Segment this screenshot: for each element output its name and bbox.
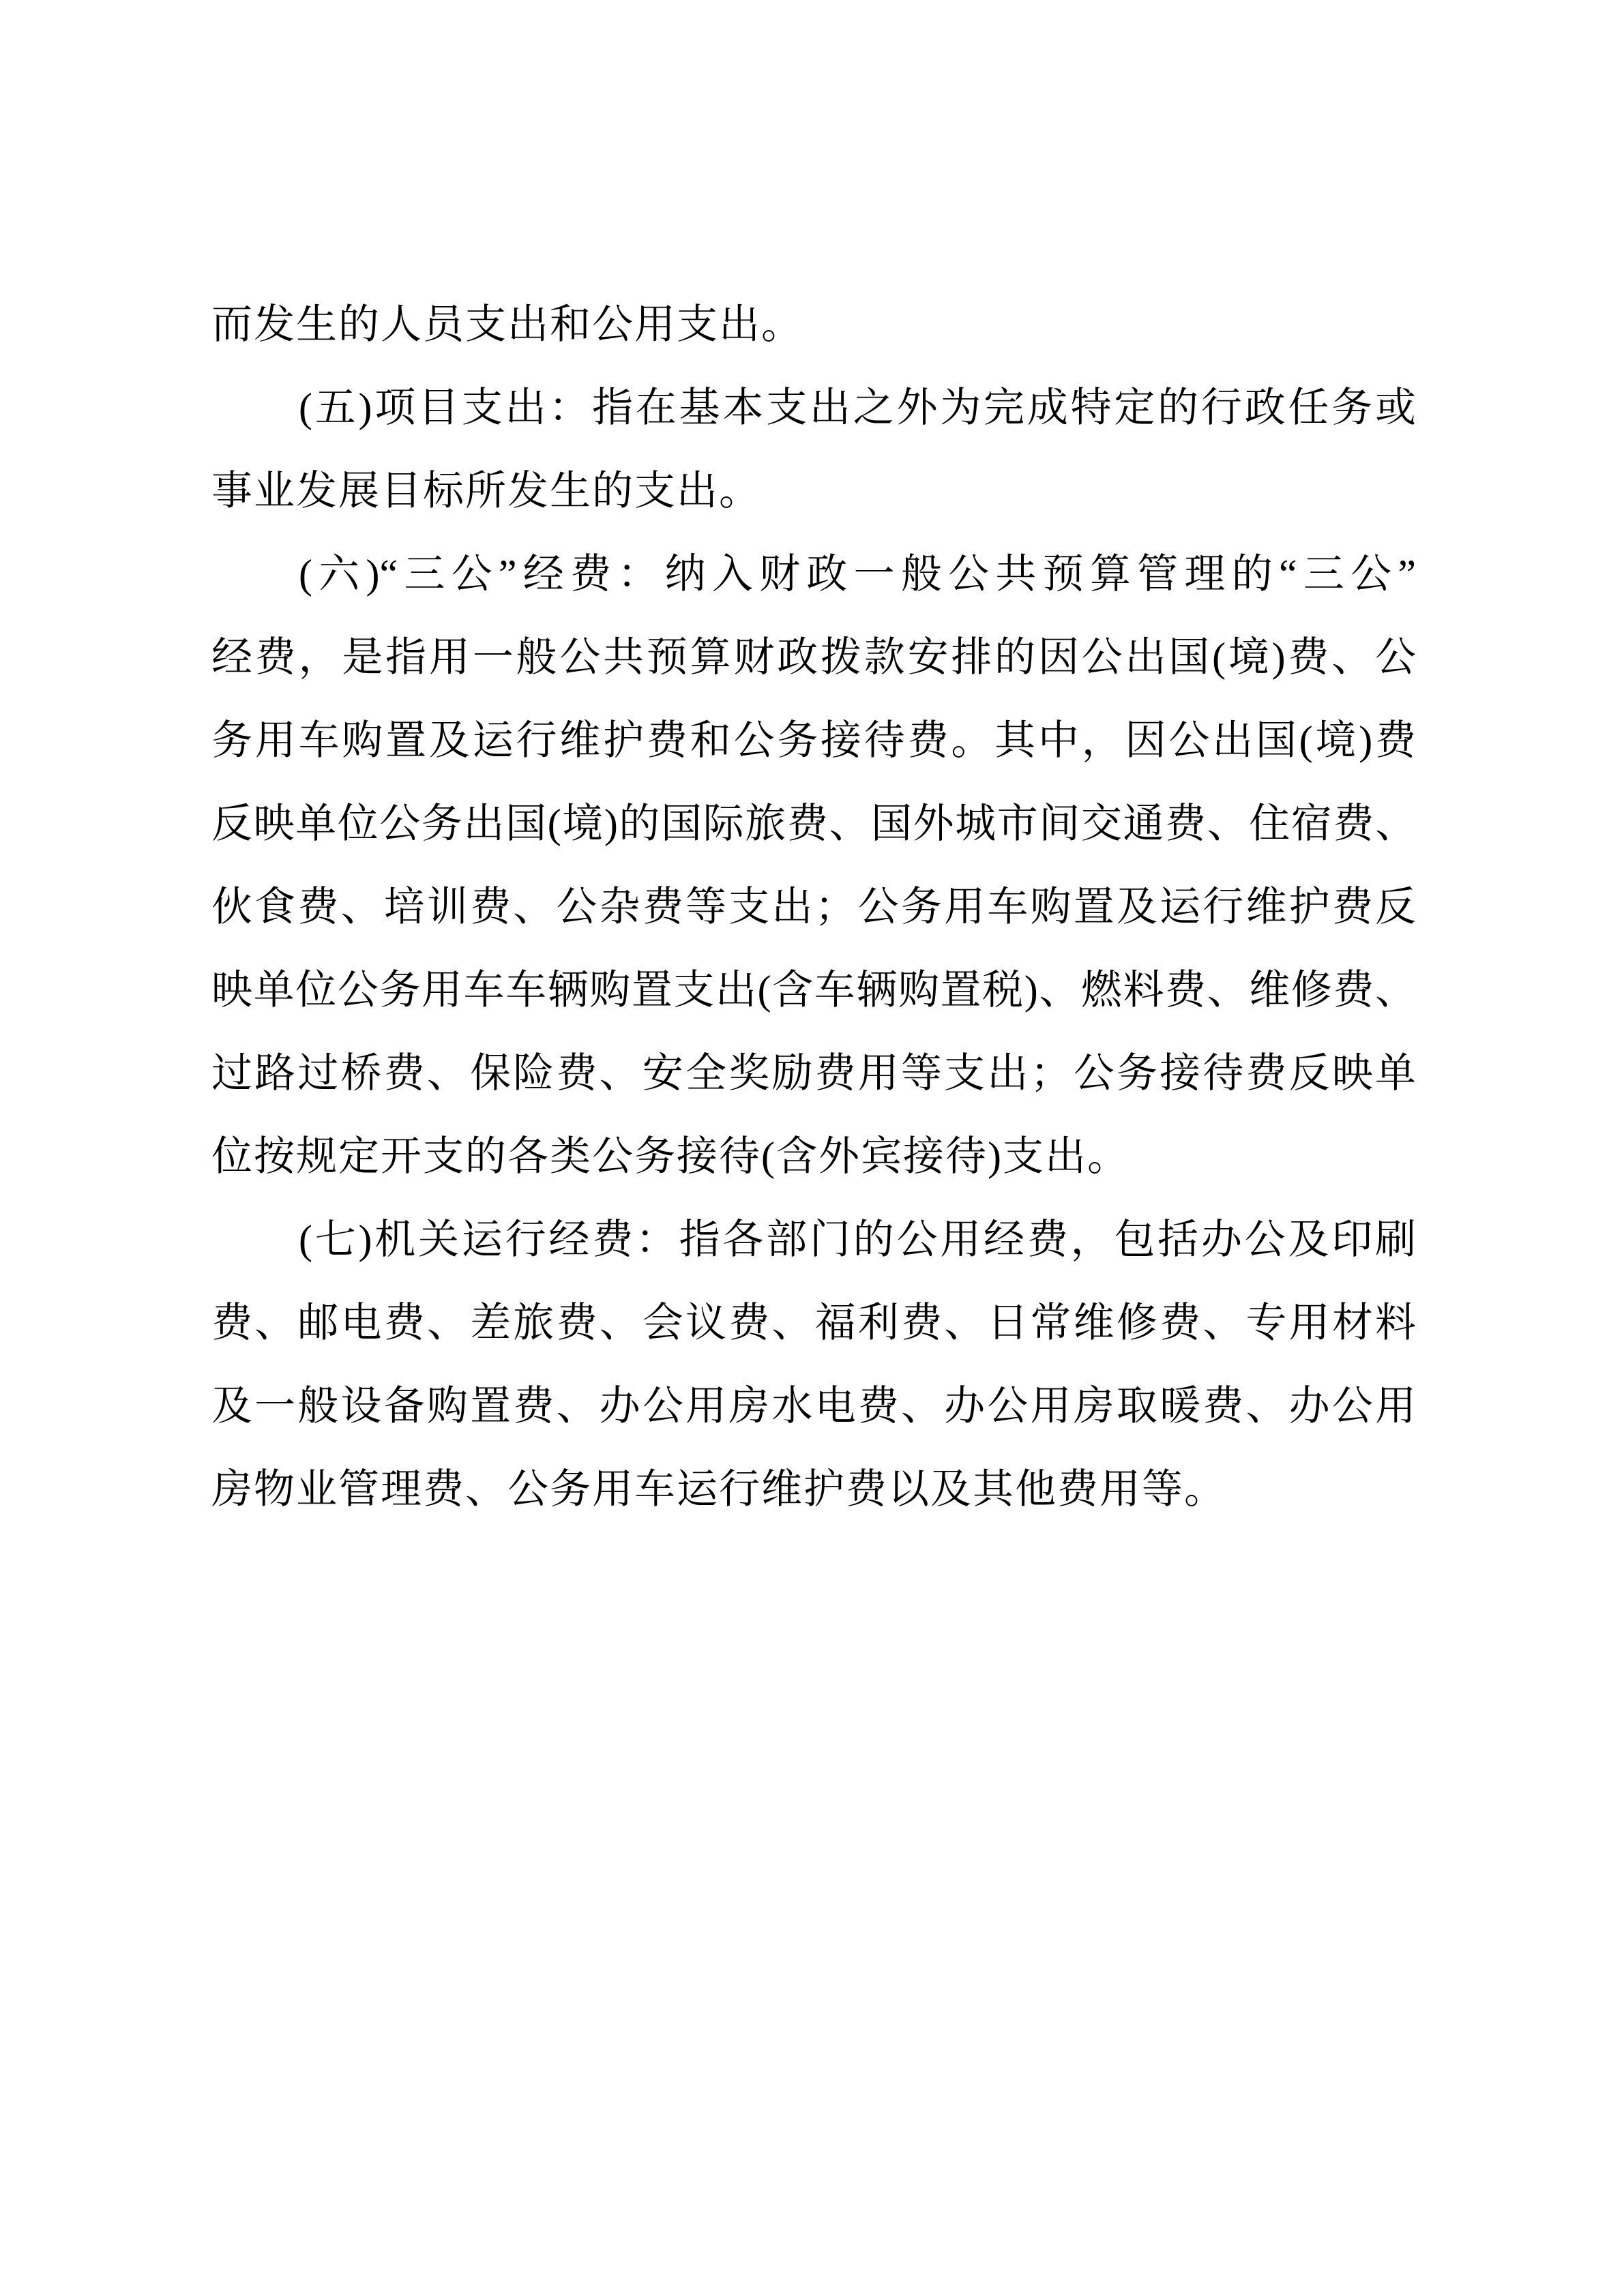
text-line: 过路过桥费、保险费、安全奖励费用等支出；公务接待费反映单 <box>211 1051 1416 1096</box>
text-line: 位按规定开支的各类公务接待(含外宾接待)支出。 <box>211 1134 1130 1179</box>
text-line: 房物业管理费、公务用车运行维护费以及其他费用等。 <box>211 1467 1226 1512</box>
text-line: (七)机关运行经费：指各部门的公用经费，包括办公及印刷 <box>299 1217 1416 1262</box>
text-line: 反映单位公务出国(境)的国际旅费、国外城市间交通费、住宿费、 <box>211 801 1416 846</box>
text-line: 务用车购置及运行维护费和公务接待费。其中，因公出国(境)费 <box>211 718 1416 763</box>
paragraph <box>211 283 1416 366</box>
text-line: (五)项目支出：指在基本支出之外为完成特定的行政任务或 <box>299 385 1416 430</box>
paragraph <box>211 1198 1416 1531</box>
text-line: 而发生的人员支出和公用支出。 <box>211 302 803 347</box>
text-line: 伙食费、培训费、公杂费等支出；公务用车购置及运行维护费反 <box>211 884 1416 929</box>
document-body <box>211 283 1416 1531</box>
text-line: 及一般设备购置费、办公用房水电费、办公用房取暖费、办公用 <box>211 1384 1416 1429</box>
text-line: 映单位公务用车车辆购置支出(含车辆购置税)、燃料费、维修费、 <box>211 968 1416 1013</box>
text-line: 费、邮电费、差旅费、会议费、福利费、日常维修费、专用材料 <box>211 1300 1416 1345</box>
paragraph <box>211 533 1416 1198</box>
text-line: 经费，是指用一般公共预算财政拨款安排的因公出国(境)费、公 <box>211 635 1416 680</box>
text-line: 事业发展目标所发生的支出。 <box>211 468 761 513</box>
text-line: (六)“三公”经费：纳入财政一般公共预算管理的“三公” <box>299 552 1416 597</box>
paragraph <box>211 366 1416 533</box>
